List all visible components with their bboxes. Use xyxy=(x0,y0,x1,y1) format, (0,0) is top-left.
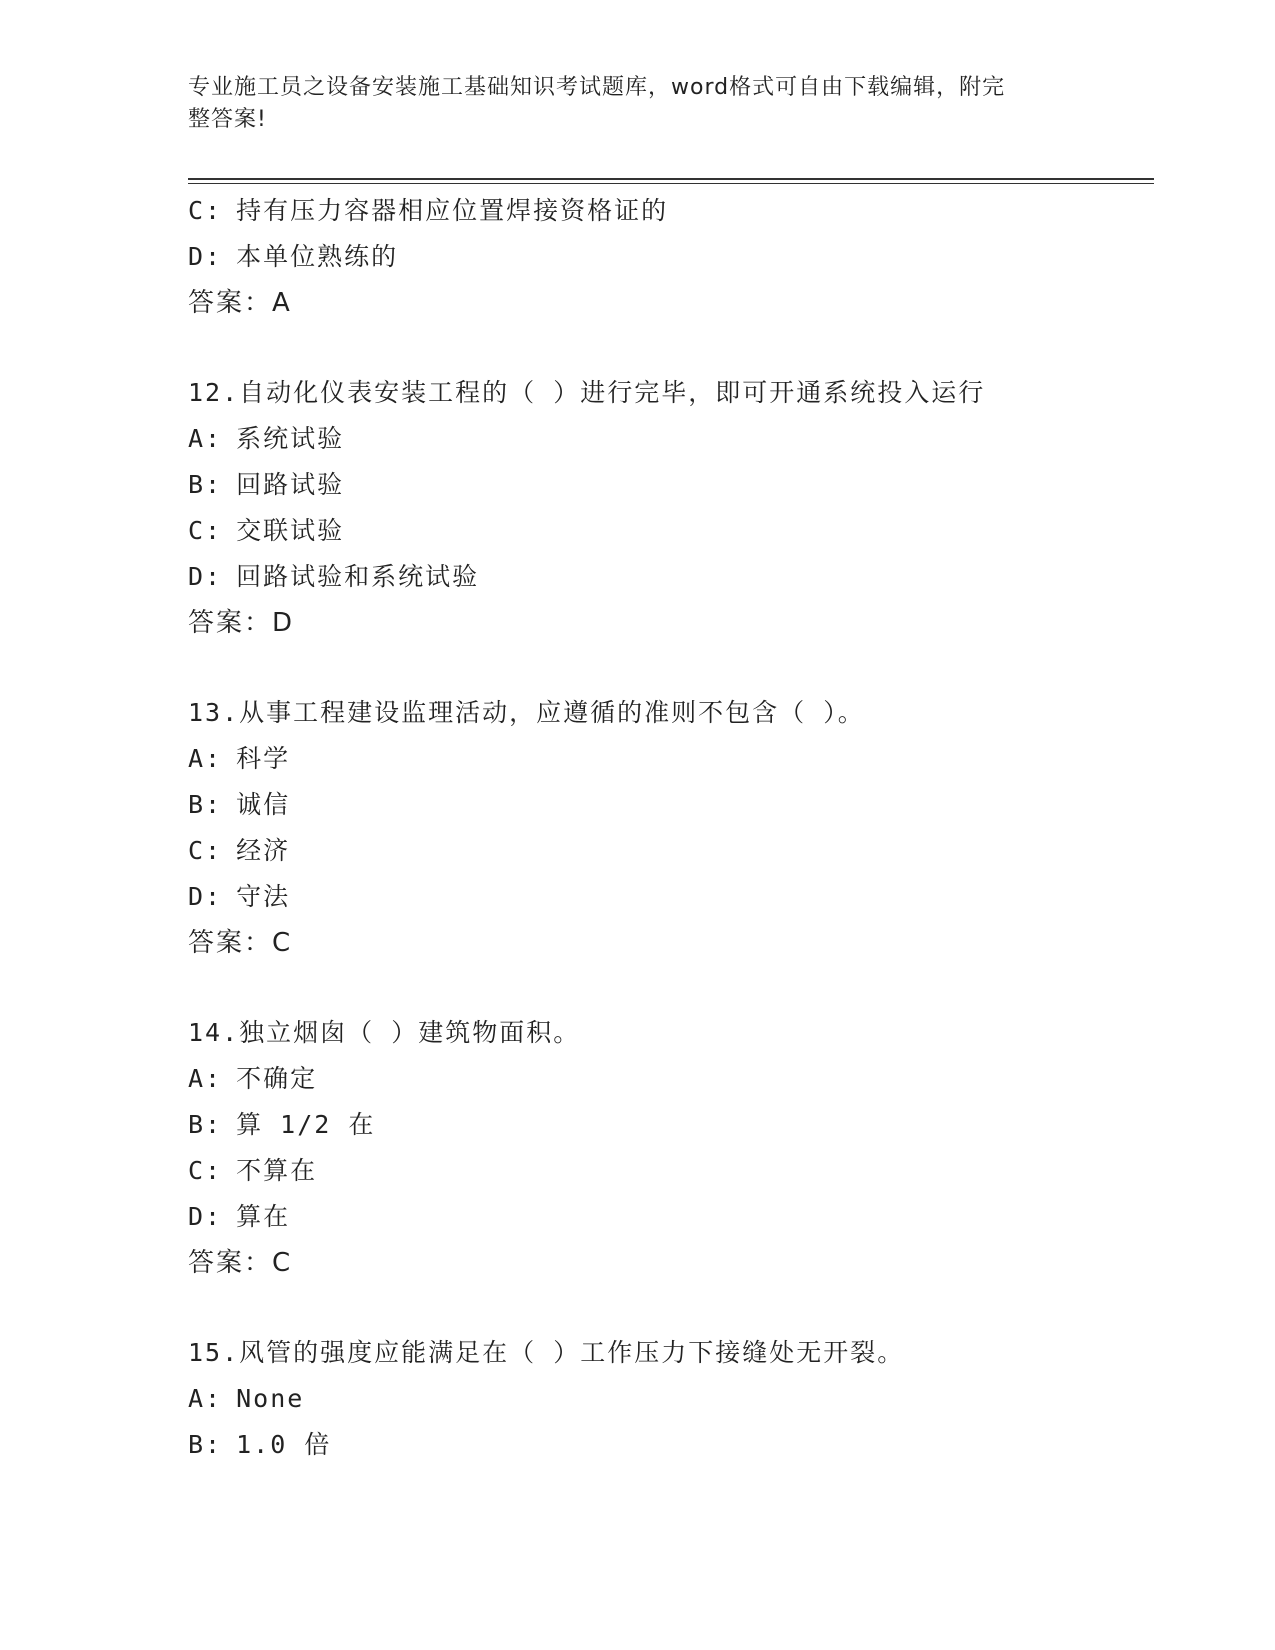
option-letter: A: xyxy=(188,1384,223,1413)
option-letter: B: xyxy=(188,1110,223,1139)
header-divider xyxy=(188,178,1154,184)
answer-line: 答案：C xyxy=(188,928,293,958)
option-text: 算 1/2 在 xyxy=(236,1110,376,1139)
header-line-1: 专业施工员之设备安装施工基础知识考试题库，word格式可自由下载编辑，附完 xyxy=(188,75,1006,100)
question-number: 13. xyxy=(188,698,240,727)
option-line xyxy=(188,416,1148,462)
option-letter: C: xyxy=(188,836,223,865)
question-number: 15. xyxy=(188,1338,240,1367)
option-line xyxy=(188,554,1148,600)
option-text: 本单位熟练的 xyxy=(236,242,399,271)
option-line xyxy=(188,1422,1148,1468)
question-list xyxy=(188,188,1148,1468)
question-text: 独立烟囱（ ）建筑物面积。 xyxy=(239,1018,581,1047)
option-text: 回路试验 xyxy=(236,470,345,499)
question-number: 12. xyxy=(188,378,240,407)
question-block xyxy=(188,1330,1148,1468)
option-line xyxy=(188,1102,1148,1148)
answer-line: 答案：A xyxy=(188,288,292,318)
option-text: 不算在 xyxy=(236,1156,318,1185)
option-letter: B: xyxy=(188,790,223,819)
option-line xyxy=(188,462,1148,508)
question-fragment xyxy=(188,188,1148,326)
question-stem xyxy=(188,1010,1148,1056)
option-line xyxy=(188,508,1148,554)
option-letter: A: xyxy=(188,424,223,453)
question-block xyxy=(188,690,1148,966)
question-stem xyxy=(188,690,1148,736)
spacer xyxy=(188,1286,1148,1330)
option-letter: A: xyxy=(188,1064,223,1093)
option-line xyxy=(188,874,1148,920)
option-text: 交联试验 xyxy=(236,516,345,545)
option-line xyxy=(188,736,1148,782)
option-text: 守法 xyxy=(236,882,291,911)
answer-line: 答案：D xyxy=(188,608,295,638)
option-line xyxy=(188,1056,1148,1102)
option-text: 经济 xyxy=(236,836,291,865)
option-letter: B: xyxy=(188,1430,223,1459)
option-text: 1.0 倍 xyxy=(236,1430,332,1459)
option-letter: C: xyxy=(188,1156,223,1185)
option-letter: D: xyxy=(188,1202,223,1231)
spacer xyxy=(188,326,1148,370)
option-line xyxy=(188,828,1148,874)
question-block xyxy=(188,370,1148,646)
question-stem xyxy=(188,1330,1148,1376)
option-line xyxy=(188,782,1148,828)
option-line xyxy=(188,1376,1148,1422)
option-letter: B: xyxy=(188,470,223,499)
question-text: 自动化仪表安装工程的（ ）进行完毕，即可开通系统投入运行 xyxy=(239,378,986,407)
option-line xyxy=(188,234,1148,280)
option-text: 回路试验和系统试验 xyxy=(236,562,480,591)
option-letter: C: xyxy=(188,516,223,545)
header-line-2: 整答案! xyxy=(188,107,267,132)
option-text: 持有压力容器相应位置焊接资格证的 xyxy=(236,196,669,225)
question-block xyxy=(188,1010,1148,1286)
question-number: 14. xyxy=(188,1018,240,1047)
spacer xyxy=(188,966,1148,1010)
option-text: None xyxy=(236,1384,305,1413)
option-letter: D: xyxy=(188,562,223,591)
option-letter: D: xyxy=(188,242,223,271)
option-letter: A: xyxy=(188,744,223,773)
option-line xyxy=(188,188,1148,234)
option-line xyxy=(188,1194,1148,1240)
option-text: 算在 xyxy=(236,1202,291,1231)
option-text: 诚信 xyxy=(236,790,291,819)
answer-line: 答案：C xyxy=(188,1248,293,1278)
option-text: 不确定 xyxy=(236,1064,318,1093)
option-letter: C: xyxy=(188,196,223,225)
option-text: 系统试验 xyxy=(236,424,345,453)
option-letter: D: xyxy=(188,882,223,911)
spacer xyxy=(188,646,1148,690)
option-text: 科学 xyxy=(236,744,291,773)
document-header xyxy=(188,72,1068,136)
question-text: 风管的强度应能满足在（ ）工作压力下接缝处无开裂。 xyxy=(239,1338,905,1367)
question-stem xyxy=(188,370,1148,416)
option-line xyxy=(188,1148,1148,1194)
question-text: 从事工程建设监理活动，应遵循的准则不包含（ ）。 xyxy=(239,698,865,727)
